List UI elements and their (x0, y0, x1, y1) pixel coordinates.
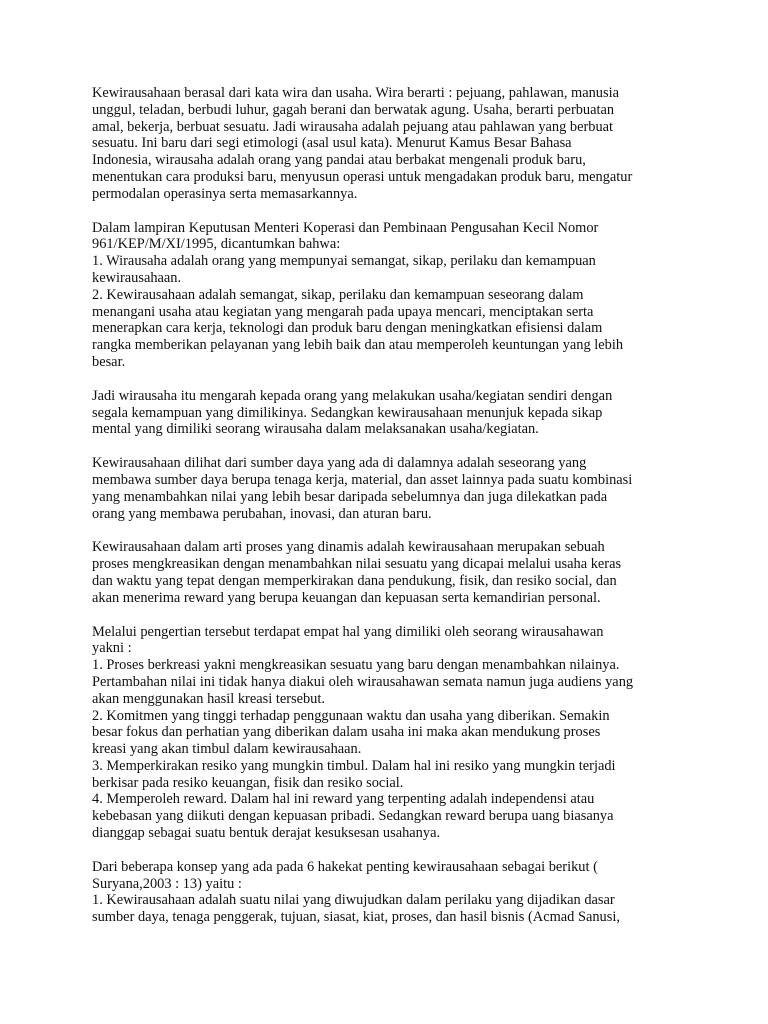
text-line: segala kemampuan yang dimilikinya. Sedangkan kewirausahaan menunjuk kepada sikap (92, 404, 603, 421)
text-line: Kewirausahaan dilihat dari sumber daya yang ada di dalamnya adalah seseorang yang (92, 455, 587, 472)
text-line: 1. Wirausaha adalah orang yang mempunyai semangat, sikap, perilaku dan kemampuan (92, 253, 596, 270)
paragraph-hakekat-penting (92, 859, 692, 926)
text-line: membawa sumber daya berupa tenaga kerja, material, dan asset lainnya pada suatu kombinasi (92, 471, 633, 488)
text-line: 1. Proses berkreasi yakni mengkreasikan sesuatu yang baru dengan menambahkan nilainya. (92, 657, 620, 674)
text-line: berkisar pada resiko keuangan, fisik dan resiko social. (92, 774, 404, 791)
text-line: Jadi wirausaha itu mengarah kepada orang yang melakukan usaha/kegiatan sendiri dengan (92, 387, 613, 404)
text-line: kebebasan yang diikuti dengan kepuasan pribadi. Sedangkan reward berupa uang biasanya (92, 808, 614, 825)
text-line: kreasi yang akan timbul dalam kewirausahaan. (92, 741, 362, 758)
text-line: 2. Kewirausahaan adalah semangat, sikap, perilaku dan kemampuan seseorang dalam (92, 286, 584, 303)
text-line: orang yang membawa perubahan, inovasi, dan aturan baru. (92, 505, 432, 522)
text-line: akan menggunakan hasil kreasi tersebut. (92, 690, 325, 707)
text-line: proses mengkreasikan dengan menambahkan nilai sesuatu yang dicapai melalui usaha keras (92, 556, 622, 573)
text-line: Suryana,2003 : 13) yaitu : (92, 875, 242, 892)
text-line: besar fokus dan perhatian yang diberikan dalam usaha ini maka akan mendukung proses (92, 724, 601, 741)
text-line: 961/KEP/M/XI/1995, dicantumkan bahwa: (92, 236, 341, 253)
text-line: yakni : (92, 640, 132, 657)
text-line: permodalan operasinya serta memasarkannya. (92, 185, 358, 202)
text-line: sesuatu. Ini baru dari segi etimologi (asal usul kata). Menurut Kamus Besar Bahasa (92, 135, 572, 152)
text-line: sumber daya, tenaga penggerak, tujuan, siasat, kiat, proses, dan hasil bisnis (Acmad Sanusi, (92, 909, 620, 926)
text-line: Dalam lampiran Keputusan Menteri Koperasi dan Pembinaan Pengusahan Kecil Nomor (92, 219, 599, 236)
paragraph-definition (92, 85, 692, 203)
text-line: Melalui pengertian tersebut terdapat empat hal yang dimiliki oleh seorang wirausahawan (92, 623, 604, 640)
paragraph-jadi-wirausaha (92, 388, 692, 438)
text-line: Kewirausahaan berasal dari kata wira dan usaha. Wira berarti : pejuang, pahlawan, manusia (92, 85, 619, 101)
text-line: mental yang dimiliki seorang wirausaha dalam melaksanakan usaha/kegiatan. (92, 421, 539, 438)
text-line: besar. (92, 353, 126, 370)
text-line: menerapkan cara kerja, teknologi dan produk baru dengan meningkatkan efisiensi dalam (92, 320, 603, 337)
text-line: akan menerima reward yang berupa keuangan dan kepuasan serta kemandirian personal. (92, 589, 601, 606)
text-line: 3. Memperkirakan resiko yang mungkin timbul. Dalam hal ini resiko yang mungkin terjadi (92, 757, 616, 774)
paragraph-proses-dinamis (92, 539, 692, 606)
text-line: dianggap sebagai suatu bentuk derajat kesuksesan usahanya. (92, 825, 441, 842)
text-line: 1. Kewirausahaan adalah suatu nilai yang diwujudkan dalam perilaku yang dijadikan dasar (92, 892, 615, 909)
text-line: Pertambahan nilai ini tidak hanya diakui oleh wirausahawan semata namun juga audiens yang (92, 673, 634, 690)
paragraph-sumber-daya (92, 455, 692, 522)
text-line: rangka memberikan pelayanan yang lebih baik dan atau memperoleh keuntungan yang lebih (92, 337, 624, 354)
text-line: Indonesia, wirausaha adalah orang yang pandai atau berbakat mengenali produk baru, (92, 152, 586, 169)
text-line: Dari beberapa konsep yang ada pada 6 hakekat penting kewirausahaan sebagai berikut ( (92, 858, 598, 875)
text-line: 2. Komitmen yang tinggi terhadap penggunaan waktu dan usaha yang diberikan. Semakin (92, 707, 610, 724)
text-line: kewirausahaan. (92, 269, 182, 286)
text-line: menangani usaha atau kegiatan yang mengarah pada upaya mencari, menciptakan serta (92, 303, 594, 320)
text-line: dan waktu yang tepat dengan memperkirakan dana pendukung, fisik, dan resiko social, dan (92, 572, 617, 589)
text-line: yang menambahkan nilai yang lebih besar daripada sebelumnya dan juga dilekatkan pada (92, 488, 608, 505)
text-line: unggul, teladan, berbudi luhur, gagah berani dan berwatak agung. Usaha, berarti perbuatan (92, 101, 615, 118)
document-page (92, 85, 692, 926)
text-line: Kewirausahaan dalam arti proses yang dinamis adalah kewirausahaan merupakan sebuah (92, 539, 605, 556)
text-line: 4. Memperoleh reward. Dalam hal ini reward yang terpenting adalah independensi atau (92, 791, 595, 808)
paragraph-empat-hal (92, 624, 692, 842)
text-line: amal, bekerja, berbuat sesuatu. Jadi wirausaha adalah pejuang atau pahlawan yang berbuat (92, 118, 614, 135)
paragraph-keputusan-menteri (92, 220, 692, 371)
text-line: menentukan cara produksi baru, menyusun operasi untuk mengadakan produk baru, mengatur (92, 168, 633, 185)
